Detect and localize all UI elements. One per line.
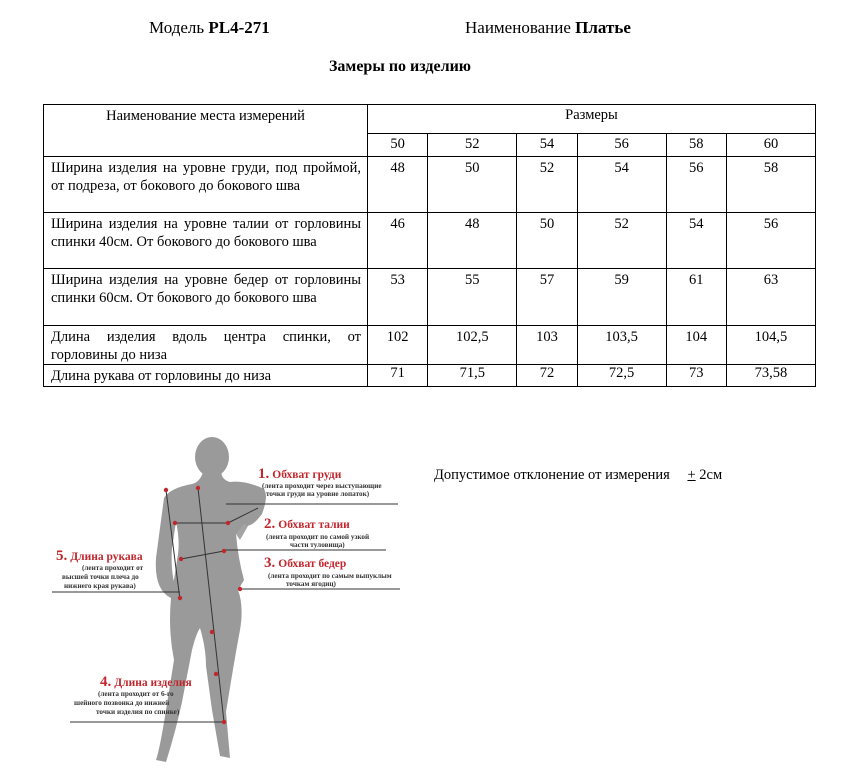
measurement-value: 56 — [666, 157, 726, 213]
tolerance-note — [434, 467, 722, 484]
tolerance-text: Допустимое отклонение от измерения — [434, 467, 670, 483]
label-chest-note: (лента проходит через выступающие — [262, 482, 382, 490]
label-length-note: (лента проходит от 6-го — [98, 690, 174, 698]
label-sleeve-note: высшей точки плеча до — [62, 573, 139, 581]
label-waist-note: части туловища) — [290, 541, 345, 549]
table-row — [44, 269, 816, 326]
size-header: 60 — [726, 134, 815, 157]
measurements-table — [43, 104, 816, 387]
tolerance-value: 2см — [695, 467, 723, 483]
label-sleeve-title: 5. Длина рукава — [56, 548, 143, 564]
measurement-value: 58 — [726, 157, 815, 213]
measurement-value: 54 — [577, 157, 666, 213]
label-length-note: точки изделия по спинке) — [96, 708, 180, 716]
sizes-header: Размеры — [368, 105, 816, 134]
label-waist-title: 2. Обхват талии — [264, 516, 350, 532]
measurement-value: 55 — [428, 269, 517, 326]
model-label: Модель — [149, 18, 205, 37]
product-name-value: Платье — [575, 18, 631, 37]
label-waist-note: (лента проходит по самой узкой — [266, 533, 370, 541]
label-chest-title: 1. Обхват груди — [258, 466, 342, 482]
measurement-value: 104,5 — [726, 326, 815, 365]
label-hips-note: точкам ягодиц) — [286, 580, 336, 588]
measurement-value: 71 — [368, 365, 428, 387]
label-sleeve-note: (лента проходит от — [82, 564, 144, 572]
table-row — [44, 213, 816, 269]
table-row — [44, 326, 816, 365]
measurement-name: Длина изделия вдоль центра спинки, от горловины до низа — [44, 326, 368, 365]
measurement-value: 102,5 — [428, 326, 517, 365]
measurement-name: Ширина изделия на уровне груди, под проймой, от подреза, от бокового до бокового шва — [44, 157, 368, 213]
table-row — [44, 365, 816, 387]
measurement-value: 56 — [726, 213, 815, 269]
measurement-value: 52 — [517, 157, 577, 213]
measurement-value: 53 — [368, 269, 428, 326]
product-name-label: Наименование — [465, 18, 571, 37]
model-value: PL4-271 — [208, 18, 270, 37]
size-header: 52 — [428, 134, 517, 157]
measurement-value: 103,5 — [577, 326, 666, 365]
measurement-value: 50 — [517, 213, 577, 269]
label-hips-title: 3. Обхват бедер — [264, 555, 347, 571]
measurement-value: 73,58 — [726, 365, 815, 387]
tolerance-sign: + — [687, 467, 696, 483]
size-header: 50 — [368, 134, 428, 157]
label-sleeve-note: нижнего края рукава) — [64, 582, 136, 590]
measurement-place-header: Наименование места измерений — [44, 105, 368, 157]
label-hips-note: (лента проходит по самым выпуклым — [268, 572, 392, 580]
size-header: 56 — [577, 134, 666, 157]
measurement-value: 54 — [666, 213, 726, 269]
measurement-value: 73 — [666, 365, 726, 387]
size-header: 54 — [517, 134, 577, 157]
measurement-value: 61 — [666, 269, 726, 326]
label-length-note: шейного позвонка до нижней — [74, 699, 170, 707]
measurement-value: 104 — [666, 326, 726, 365]
measurement-value: 48 — [428, 213, 517, 269]
measurement-name: Ширина изделия на уровне талии от горловины спинки 40см. От бокового до бокового шва — [44, 213, 368, 269]
measurement-value: 48 — [368, 157, 428, 213]
measurement-value: 46 — [368, 213, 428, 269]
measurement-value: 63 — [726, 269, 815, 326]
label-length-title: 4. Длина изделия — [100, 674, 192, 690]
product-name-line — [465, 18, 631, 38]
measurement-name: Ширина изделия на уровне бедер от горловины спинки 60см. От бокового до бокового шва — [44, 269, 368, 326]
measurement-value: 50 — [428, 157, 517, 213]
measurement-diagram — [40, 430, 420, 775]
measurement-value: 57 — [517, 269, 577, 326]
measurement-value: 59 — [577, 269, 666, 326]
measurement-value: 52 — [577, 213, 666, 269]
measurement-value: 72 — [517, 365, 577, 387]
measurement-value: 103 — [517, 326, 577, 365]
measurement-name: Длина рукава от горловины до низа — [44, 365, 368, 387]
size-header: 58 — [666, 134, 726, 157]
page-title: Замеры по изделию — [328, 58, 472, 75]
measurement-value: 71,5 — [428, 365, 517, 387]
measurement-value: 72,5 — [577, 365, 666, 387]
model-line — [149, 18, 270, 38]
table-row — [44, 157, 816, 213]
measurement-value: 102 — [368, 326, 428, 365]
label-chest-note: точки груди на уровне лопаток) — [266, 490, 370, 498]
